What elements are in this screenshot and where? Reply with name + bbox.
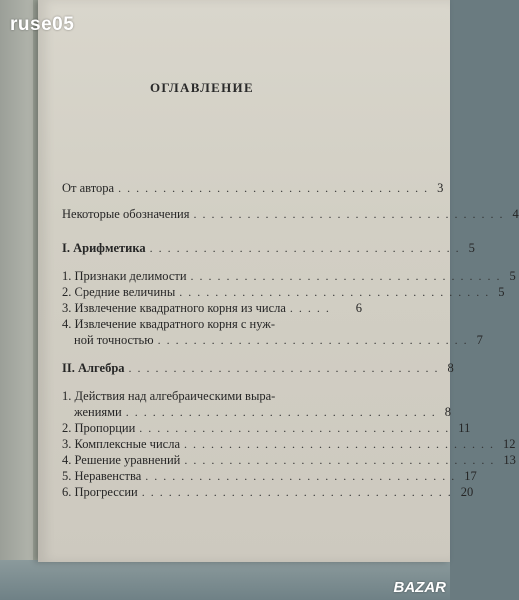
- toc-entry: [62, 316, 362, 332]
- toc-entry-page: 5: [498, 285, 505, 299]
- toc-entry-label: 2. Пропорции: [62, 421, 136, 435]
- toc-entry-label: 2. Средние величины: [62, 285, 176, 299]
- toc-entry-label: От автора: [62, 181, 115, 195]
- toc-leader-dots: ...................................: [190, 269, 506, 283]
- toc-entry-page: 17: [464, 469, 477, 483]
- toc-entry: [62, 284, 505, 300]
- toc-section-page: 8: [447, 361, 454, 375]
- toc-entry-label-continuation: жениями: [74, 405, 122, 419]
- toc-entry-page: 12: [503, 437, 516, 451]
- toc-entry-page: 11: [458, 421, 471, 435]
- toc-entry-page: 6: [355, 301, 362, 315]
- toc-entry-label: 3. Извлечение квадратного корня из числа: [62, 301, 286, 315]
- toc-leader-dots: ...................................: [184, 453, 500, 467]
- toc-leader-dots: ...................................: [157, 333, 473, 347]
- watermark-text: ruse05: [10, 14, 75, 35]
- toc-leader-dots: ...................................: [141, 485, 457, 499]
- toc-entry-page: 8: [444, 405, 451, 419]
- toc-leader-dots: ...................................: [128, 361, 444, 375]
- toc-entry-label: 1. Действия над алгебраическими выра-: [62, 389, 276, 403]
- toc-leader-dots: ...................................: [118, 181, 434, 195]
- toc-entry-page: 3: [437, 181, 444, 195]
- toc-leader-dots: ...................................: [139, 421, 455, 435]
- toc-entry-label: 6. Прогрессии: [62, 485, 138, 499]
- page-title: ОГЛАВЛЕНИЕ: [150, 80, 254, 95]
- toc-section-label: I. Арифметика: [62, 241, 146, 255]
- toc-entry-label: 5. Неравенства: [62, 469, 142, 483]
- toc-entry-label: 4. Решение уравнений: [62, 453, 181, 467]
- toc-entry-label: 1. Признаки делимости: [62, 269, 187, 283]
- toc-entry-page: 20: [460, 485, 474, 499]
- toc-entry-page: 7: [476, 333, 483, 347]
- toc-entry-continuation: [74, 332, 483, 348]
- toc-entry-label: Некоторые обозначения: [62, 207, 190, 221]
- toc-leader-dots: ...................................: [149, 241, 465, 255]
- toc-entry: [62, 300, 362, 316]
- toc-section-label: II. Алгебра: [62, 361, 125, 375]
- toc-leader-dots: ...................................: [145, 469, 461, 483]
- toc-section-page: 5: [468, 241, 475, 255]
- toc-section-algebra: [62, 360, 454, 376]
- toc-entry: [62, 420, 471, 436]
- toc-entry-notation: [62, 206, 519, 222]
- toc-leader-dots: ...................................: [179, 285, 495, 299]
- toc-entry: [62, 484, 474, 500]
- toc-entry: [62, 452, 516, 468]
- toc-leader-dots: ...................................: [125, 405, 441, 419]
- toc-section-arithmetic: [62, 240, 475, 256]
- toc-entry-page: 5: [509, 269, 516, 283]
- toc-leader-dots: .....: [289, 301, 335, 315]
- toc-entry-label-continuation: ной точностью: [74, 333, 154, 347]
- toc-leader-dots: ...................................: [193, 207, 509, 221]
- toc-entry-author: [62, 180, 444, 196]
- toc-entry: [62, 388, 362, 404]
- toc-entry-label: 4. Извлечение квадратного корня с нуж-: [62, 317, 276, 331]
- toc-entry: [62, 268, 516, 284]
- toc-entry-page: 4: [512, 207, 519, 221]
- toc-entry-page: 13: [503, 453, 516, 467]
- toc-entry: [62, 436, 516, 452]
- toc-entry-label: 3. Комплексные числа: [62, 437, 180, 451]
- toc-leader-dots: ...................................: [184, 437, 499, 451]
- toc-entry: [62, 468, 477, 484]
- brand-logo: BAZAR: [393, 579, 446, 596]
- toc-entry-continuation: [74, 404, 451, 420]
